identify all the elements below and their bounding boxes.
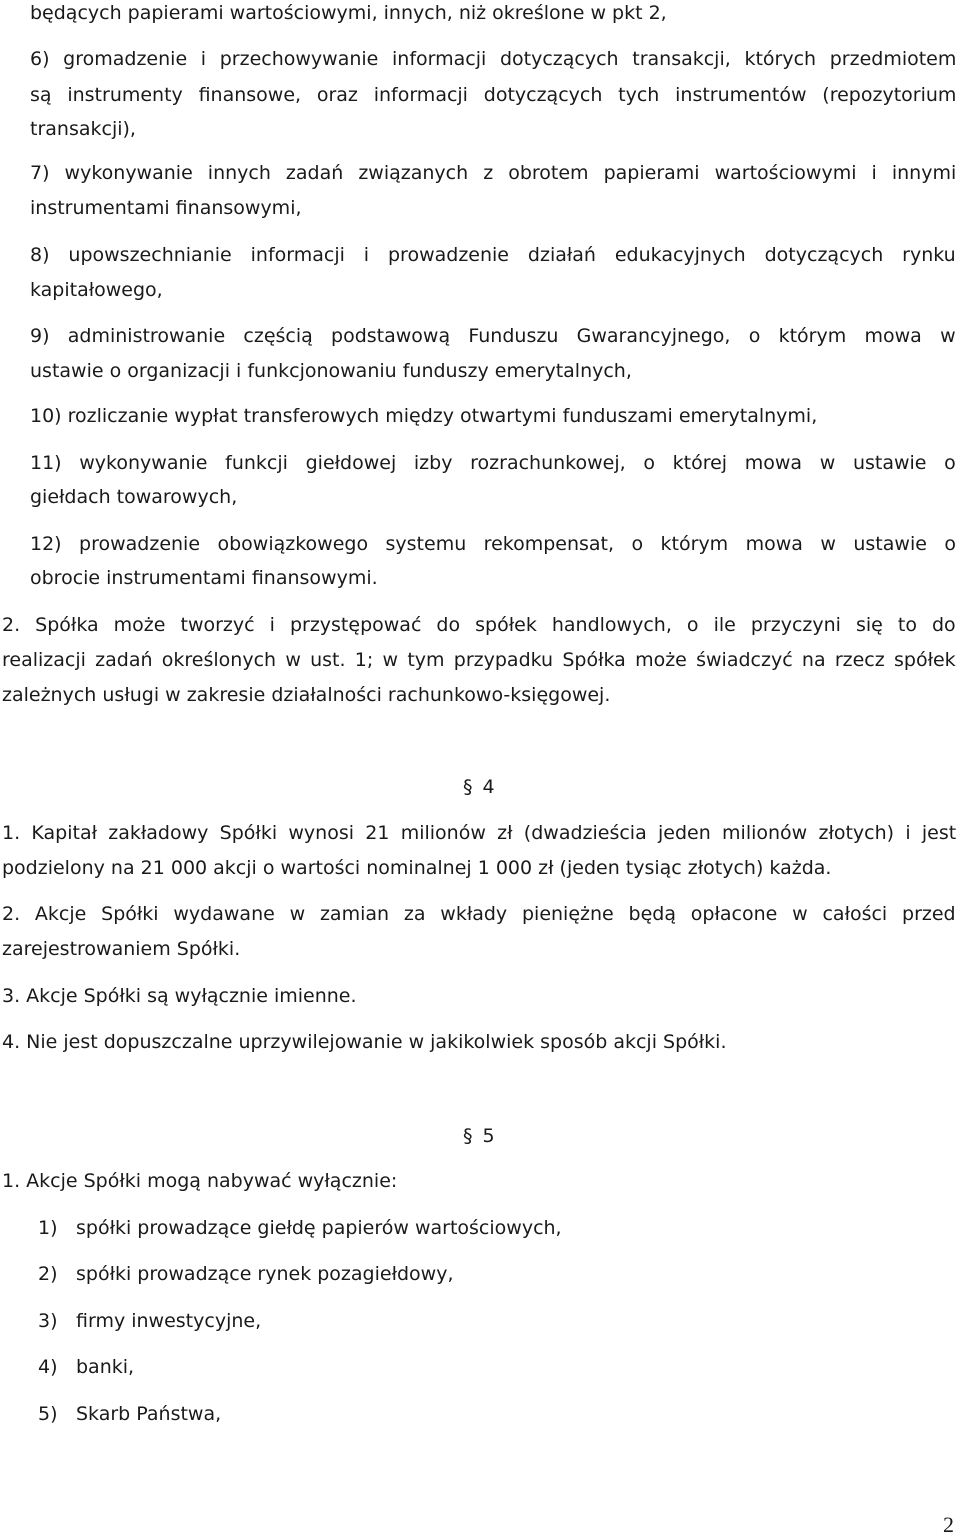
s5-paragraph-1: 1. Akcje Spółki mogą nabywać wyłącznie: [2,1170,398,1192]
item-6-line-1: 6) gromadzenie i przechowywanie informacji dotyczących transakcji, których przedmiotem [30,48,957,70]
item-10-line: 10) rozliczanie wypłat transferowych między otwartymi funduszami emerytalnymi, [30,405,818,427]
s4-paragraph-2-line-1: 2. Akcje Spółki wydawane w zamian za wkłady pieniężne będą opłacone w całości przed [2,903,956,925]
s4-paragraph-3: 3. Akcje Spółki są wyłącznie imienne. [2,985,357,1007]
item-12-line-2: obrocie instrumentami finansowymi. [30,567,378,589]
item-11-line-2: giełdach towarowych, [30,486,238,508]
item-11-line-1: 11) wykonywanie funkcji giełdowej izby rozrachunkowej, o której mowa w ustawie o [30,452,956,474]
s4-paragraph-2-line-2: zarejestrowaniem Spółki. [2,938,241,960]
paragraph-2-line-2: realizacji zadań określonych w ust. 1; w tym przypadku Spółka może świadczyć na rzecz spółek [2,649,956,671]
section-number: 5 [482,1125,495,1147]
section-5-heading [463,1125,495,1147]
text-line: będących papierami wartościowymi, innych, niż określone w pkt 2, [30,2,667,24]
item-9-line-1: 9) administrowanie częścią podstawową Funduszu Gwarancyjnego, o którym mowa w [30,325,956,347]
list-item: 5) Skarb Państwa, [38,1403,222,1425]
item-6-line-3: transakcji), [30,118,136,140]
item-12-line-1: 12) prowadzenie obowiązkowego systemu rekompensat, o którym mowa w ustawie o [30,533,956,555]
s4-paragraph-1-line-2: podzielony na 21 000 akcji o wartości nominalnej 1 000 zł (jeden tysiąc złotych) każda. [2,857,832,879]
section-symbol: § [463,776,473,798]
item-6-line-2: są instrumenty finansowe, oraz informacji dotyczących tych instrumentów (repozytorium [30,84,957,106]
item-7-line-1: 7) wykonywanie innych zadań związanych z obrotem papierami wartościowymi i innymi [30,162,957,184]
section-number: 4 [482,776,495,798]
paragraph-2-line-1: 2. Spółka może tworzyć i przystępować do spółek handlowych, o ile przyczyni się to do [2,614,956,636]
list-item: 3) firmy inwestycyjne, [38,1310,262,1332]
s4-paragraph-1-line-1: 1. Kapitał zakładowy Spółki wynosi 21 milionów zł (dwadzieścia jeden milionów złotych) i jest [2,822,957,844]
item-7-line-2: instrumentami finansowymi, [30,197,302,219]
section-4-heading [463,776,495,798]
item-8-line-2: kapitałowego, [30,279,163,301]
list-item: 4) banki, [38,1356,135,1378]
list-item: 1) spółki prowadzące giełdę papierów wartościowych, [38,1217,562,1239]
item-9-line-2: ustawie o organizacji i funkcjonowaniu funduszy emerytalnych, [30,360,632,382]
item-8-line-1: 8) upowszechnianie informacji i prowadzenie działań edukacyjnych dotyczących rynku [30,244,956,266]
s4-paragraph-4: 4. Nie jest dopuszczalne uprzywilejowanie w jakikolwiek sposób akcji Spółki. [2,1031,727,1053]
page-number: 2 [943,1512,954,1537]
section-symbol: § [463,1125,473,1147]
paragraph-2-line-3: zależnych usługi w zakresie działalności rachunkowo-księgowej. [2,684,611,706]
list-item: 2) spółki prowadzące rynek pozagiełdowy, [38,1263,454,1285]
